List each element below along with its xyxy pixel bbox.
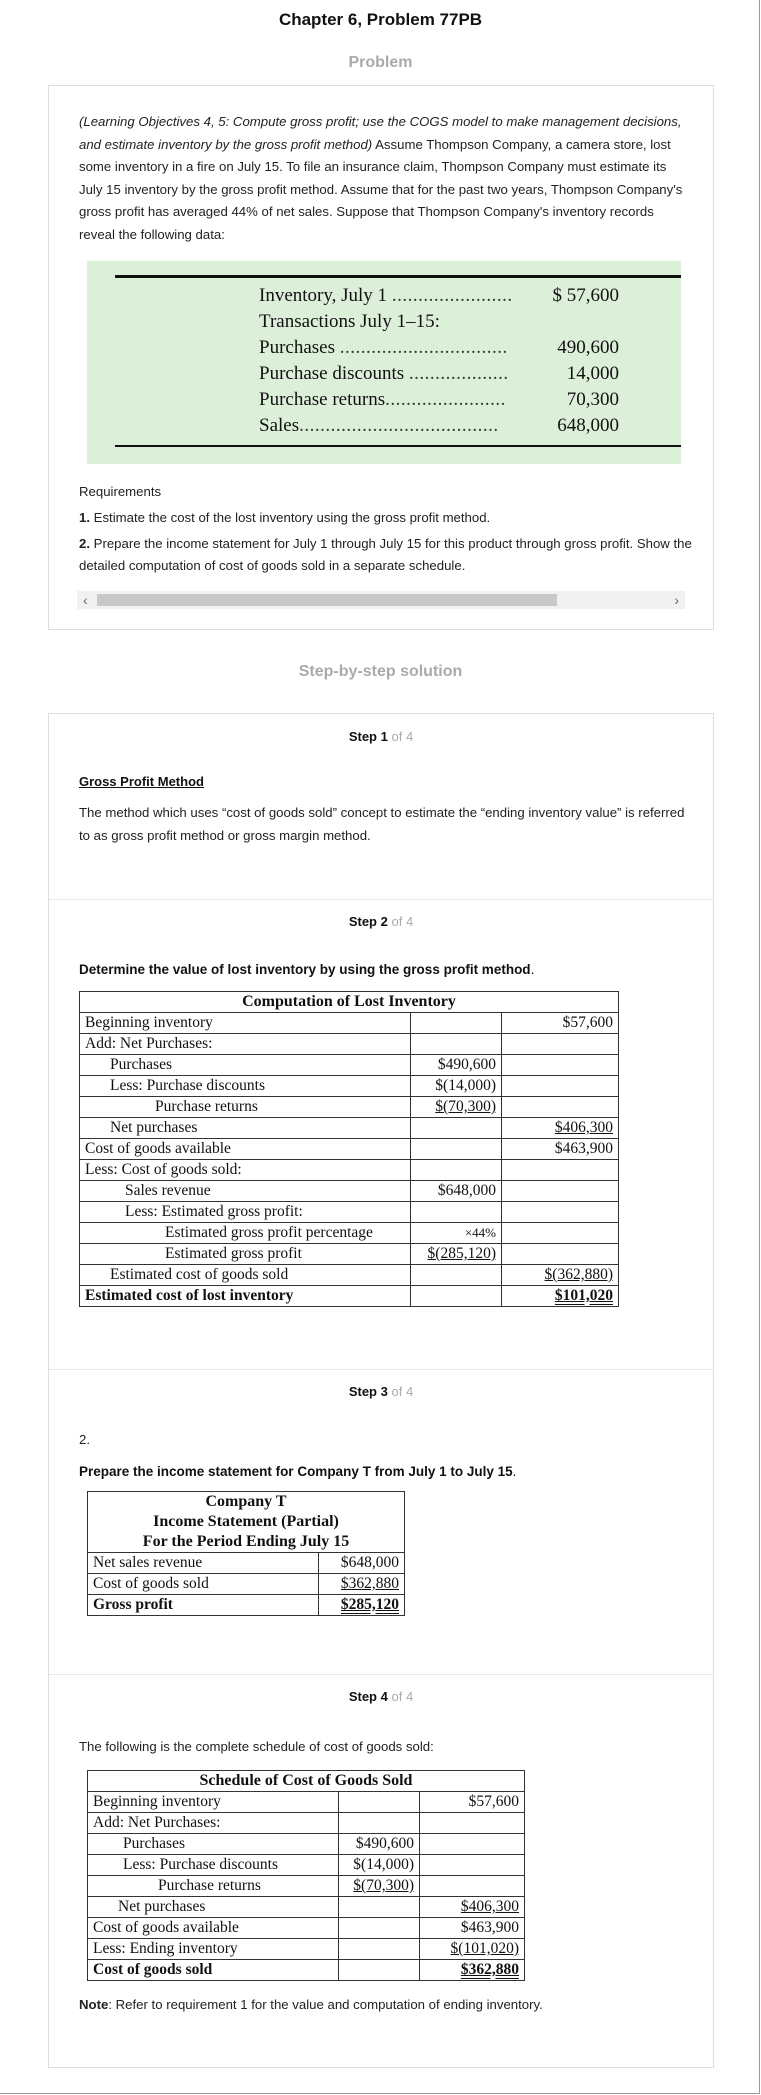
row-value: $362,880 [340, 1575, 399, 1592]
lost-inventory-table [79, 991, 619, 1307]
req2-number: 2. [79, 536, 90, 551]
leader-dots: ....................... [391, 285, 513, 306]
table-row [88, 1595, 405, 1616]
table-row [88, 1939, 525, 1960]
table-row [80, 1286, 619, 1307]
table-row [80, 1118, 619, 1139]
row-value: $ 57,600 [552, 285, 619, 306]
table-row [259, 361, 619, 387]
step-4-note [79, 1994, 543, 2017]
row-value: $57,600 [420, 1792, 525, 1813]
row-value: $57,600 [502, 1013, 619, 1034]
req1-number: 1. [79, 510, 90, 525]
lead-period: . [512, 1464, 517, 1479]
table-row [80, 1160, 619, 1181]
row-label: Estimated cost of goods sold [80, 1265, 411, 1286]
problem-heading: Problem [348, 54, 413, 71]
step-4 [49, 1674, 713, 2067]
step-4-heading [49, 1689, 713, 1704]
row-value: ×44% [411, 1223, 502, 1244]
statement-title: Income Statement (Partial) [88, 1512, 405, 1532]
note-text: : Refer to requirement 1 for the value and computation of ending inventory. [108, 1997, 543, 2012]
row-value: $490,600 [339, 1834, 420, 1855]
row-value: $(285,120) [427, 1245, 496, 1262]
row-label: Cost of goods available [80, 1139, 411, 1160]
row-label: Net sales revenue [88, 1553, 319, 1574]
chapter-title: Chapter 6, Problem 77PB [278, 10, 483, 29]
row-label: Add: Net Purchases: [80, 1034, 411, 1055]
step-2 [49, 899, 713, 1370]
req2-text: Prepare the income statement for July 1 through July 15 for this product through gross profit. Show the detailed computation of cost of goods sold in a separate schedule. [79, 536, 692, 573]
row-label: Gross profit [88, 1595, 319, 1616]
requirement-2 [79, 533, 699, 577]
table-row [88, 1960, 525, 1981]
row-label: Less: Estimated gross profit: [80, 1202, 411, 1223]
row-value: $(362,880) [544, 1266, 613, 1283]
problem-box [48, 85, 714, 630]
table-row [259, 413, 619, 439]
table-row [80, 1202, 619, 1223]
step-total: of 4 [391, 1384, 414, 1399]
table-row [88, 1918, 525, 1939]
table-row [80, 1244, 619, 1265]
income-statement-table [87, 1491, 405, 1616]
row-label: Purchase returns [88, 1876, 339, 1897]
row-value: $(14,000) [339, 1855, 420, 1876]
table-row [88, 1532, 405, 1553]
step-number: 4 [380, 1689, 388, 1704]
leader-dots: ...................................... [299, 415, 499, 436]
row-label: Net purchases [88, 1897, 339, 1918]
problem-text [79, 111, 689, 246]
table-row [88, 1792, 525, 1813]
table-row [88, 1574, 405, 1595]
leader-dots: ................... [408, 363, 509, 384]
table-row [88, 1771, 525, 1792]
table-row [80, 1097, 619, 1118]
row-value [514, 309, 619, 335]
row-label: Purchase discounts [259, 363, 405, 384]
table-row [80, 1223, 619, 1244]
solution-heading: Step-by-step solution [298, 663, 463, 680]
panel-top-rule [115, 275, 681, 278]
requirements [79, 479, 699, 577]
step-total: of 4 [391, 1689, 414, 1704]
row-value: $648,000 [411, 1181, 502, 1202]
step-number: 1 [380, 729, 388, 744]
row-label: Purchases [88, 1834, 339, 1855]
row-value: $463,900 [420, 1918, 525, 1939]
step-3 [49, 1369, 713, 1675]
company-name: Company T [88, 1492, 405, 1513]
step-number: 2 [380, 914, 388, 929]
step-4-lead: The following is the complete schedule of cost of goods sold: [79, 1739, 434, 1754]
solution-box [48, 713, 714, 2068]
table-row [80, 1013, 619, 1034]
table-row [259, 283, 619, 309]
row-value: $285,120 [340, 1596, 399, 1613]
table-row [80, 1076, 619, 1097]
learning-objectives: (Learning Objectives 4, 5: Compute gross profit; use the COGS model to make management decisions, and estimate inventory by the gross profit method) [79, 114, 682, 152]
row-label: Less: Cost of goods sold: [80, 1160, 411, 1181]
row-label: Estimated cost of lost inventory [80, 1286, 411, 1307]
table-title: Schedule of Cost of Goods Sold [88, 1771, 525, 1792]
row-value: 490,600 [557, 337, 619, 358]
step-2-lead [79, 962, 534, 977]
row-label: Less: Ending inventory [88, 1939, 339, 1960]
row-label: Estimated gross profit percentage [80, 1223, 411, 1244]
row-value: $490,600 [411, 1055, 502, 1076]
row-label: Purchases [80, 1055, 411, 1076]
lead-period: . [530, 962, 535, 977]
table-row [88, 1855, 525, 1876]
row-value: $(14,000) [411, 1076, 502, 1097]
table-row [80, 1034, 619, 1055]
lead-text: Prepare the income statement for Company T from July 1 to July 15 [79, 1464, 513, 1479]
row-label: Net purchases [80, 1118, 411, 1139]
scroll-thumb[interactable] [97, 594, 557, 606]
row-label: Purchase returns [80, 1097, 411, 1118]
table-row [80, 1139, 619, 1160]
table-row [80, 1055, 619, 1076]
lead-text: Determine the value of lost inventory by using the gross profit method [79, 962, 531, 977]
row-value: $(101,020) [450, 1940, 519, 1957]
table-row [88, 1897, 525, 1918]
row-label: Estimated gross profit [80, 1244, 411, 1265]
table-row [80, 1265, 619, 1286]
row-value: $463,900 [502, 1139, 619, 1160]
row-label: Transactions July 1–15: [259, 311, 440, 332]
req1-text: Estimate the cost of the lost inventory using the gross profit method. [90, 510, 491, 525]
data-panel [87, 261, 681, 464]
row-label: Cost of goods sold [88, 1574, 319, 1595]
inventory-table [259, 283, 619, 439]
step-2-heading [49, 914, 713, 929]
row-value: $648,000 [319, 1553, 405, 1574]
step-3-marker: 2. [79, 1432, 90, 1447]
table-row [88, 1834, 525, 1855]
row-label: Inventory, July 1 [259, 285, 388, 306]
row-label: Sales revenue [80, 1181, 411, 1202]
row-label: Sales [259, 415, 300, 436]
row-value: $362,880 [460, 1961, 519, 1978]
row-value: 648,000 [557, 415, 619, 436]
row-label: Purchase returns [259, 389, 386, 410]
row-label: Beginning inventory [80, 1013, 411, 1034]
step-word: Step [348, 914, 377, 929]
row-label: Cost of goods sold [88, 1960, 339, 1981]
table-row [80, 1181, 619, 1202]
row-value: 70,300 [566, 389, 619, 410]
table-title: Computation of Lost Inventory [80, 992, 619, 1013]
row-value: $406,300 [460, 1898, 519, 1915]
step-total: of 4 [391, 729, 414, 744]
row-value: 14,000 [566, 363, 619, 384]
step-word: Step [348, 1689, 377, 1704]
requirements-title: Requirements [79, 484, 162, 499]
table-row [88, 1553, 405, 1574]
row-label: Purchases [259, 337, 335, 358]
step-1-heading [49, 729, 713, 744]
leader-dots: ....................... [385, 389, 506, 410]
horizontal-scrollbar[interactable] [77, 591, 685, 609]
row-value: $(70,300) [353, 1877, 414, 1894]
row-label: Beginning inventory [88, 1792, 339, 1813]
row-value: $406,300 [554, 1119, 613, 1136]
step-number: 3 [380, 1384, 388, 1399]
step-1-text: The method which uses “cost of goods sold” concept to estimate the “ending inventory value” is referred to as gross profit method or gross margin method. [79, 805, 685, 843]
scroll-left-icon[interactable]: ‹ [83, 592, 88, 608]
panel-bottom-rule [115, 445, 681, 447]
cogs-schedule-table [87, 1770, 525, 1981]
problem-body: Assume Thompson Company, a camera store, lost some inventory in a fire on July 15. To file an insurance claim, Thompson Company must estimate its July 15 inventory by the gross profit method. Assume that for the past two years, Thompson Company's gross profit has averaged 44% of net sales. Suppose that Thompson Company's inventory records reveal the following data: [79, 136, 683, 242]
requirement-1 [79, 505, 699, 531]
row-label: Less: Purchase discounts [80, 1076, 411, 1097]
step-total: of 4 [391, 914, 414, 929]
step-3-heading [49, 1384, 713, 1399]
table-row [259, 335, 619, 361]
row-value: $101,020 [554, 1287, 613, 1304]
step-word: Step [348, 1384, 377, 1399]
note-label: Note [79, 1997, 109, 2012]
table-row [88, 1512, 405, 1532]
step-3-lead [79, 1464, 516, 1479]
row-label: Cost of goods available [88, 1918, 339, 1939]
row-label: Add: Net Purchases: [88, 1813, 339, 1834]
gross-profit-method-title: Gross Profit Method [79, 774, 204, 789]
statement-period: For the Period Ending July 15 [88, 1532, 405, 1553]
leader-dots: ................................ [339, 337, 508, 358]
row-label: Less: Purchase discounts [88, 1855, 339, 1876]
table-row [259, 309, 619, 335]
table-row [88, 1876, 525, 1897]
table-row [259, 387, 619, 413]
table-row [80, 992, 619, 1013]
step-word: Step [348, 729, 377, 744]
row-value: $(70,300) [435, 1098, 496, 1115]
table-row [88, 1813, 525, 1834]
table-row [88, 1492, 405, 1513]
step-1 [49, 714, 713, 900]
scroll-right-icon[interactable]: › [674, 592, 679, 608]
